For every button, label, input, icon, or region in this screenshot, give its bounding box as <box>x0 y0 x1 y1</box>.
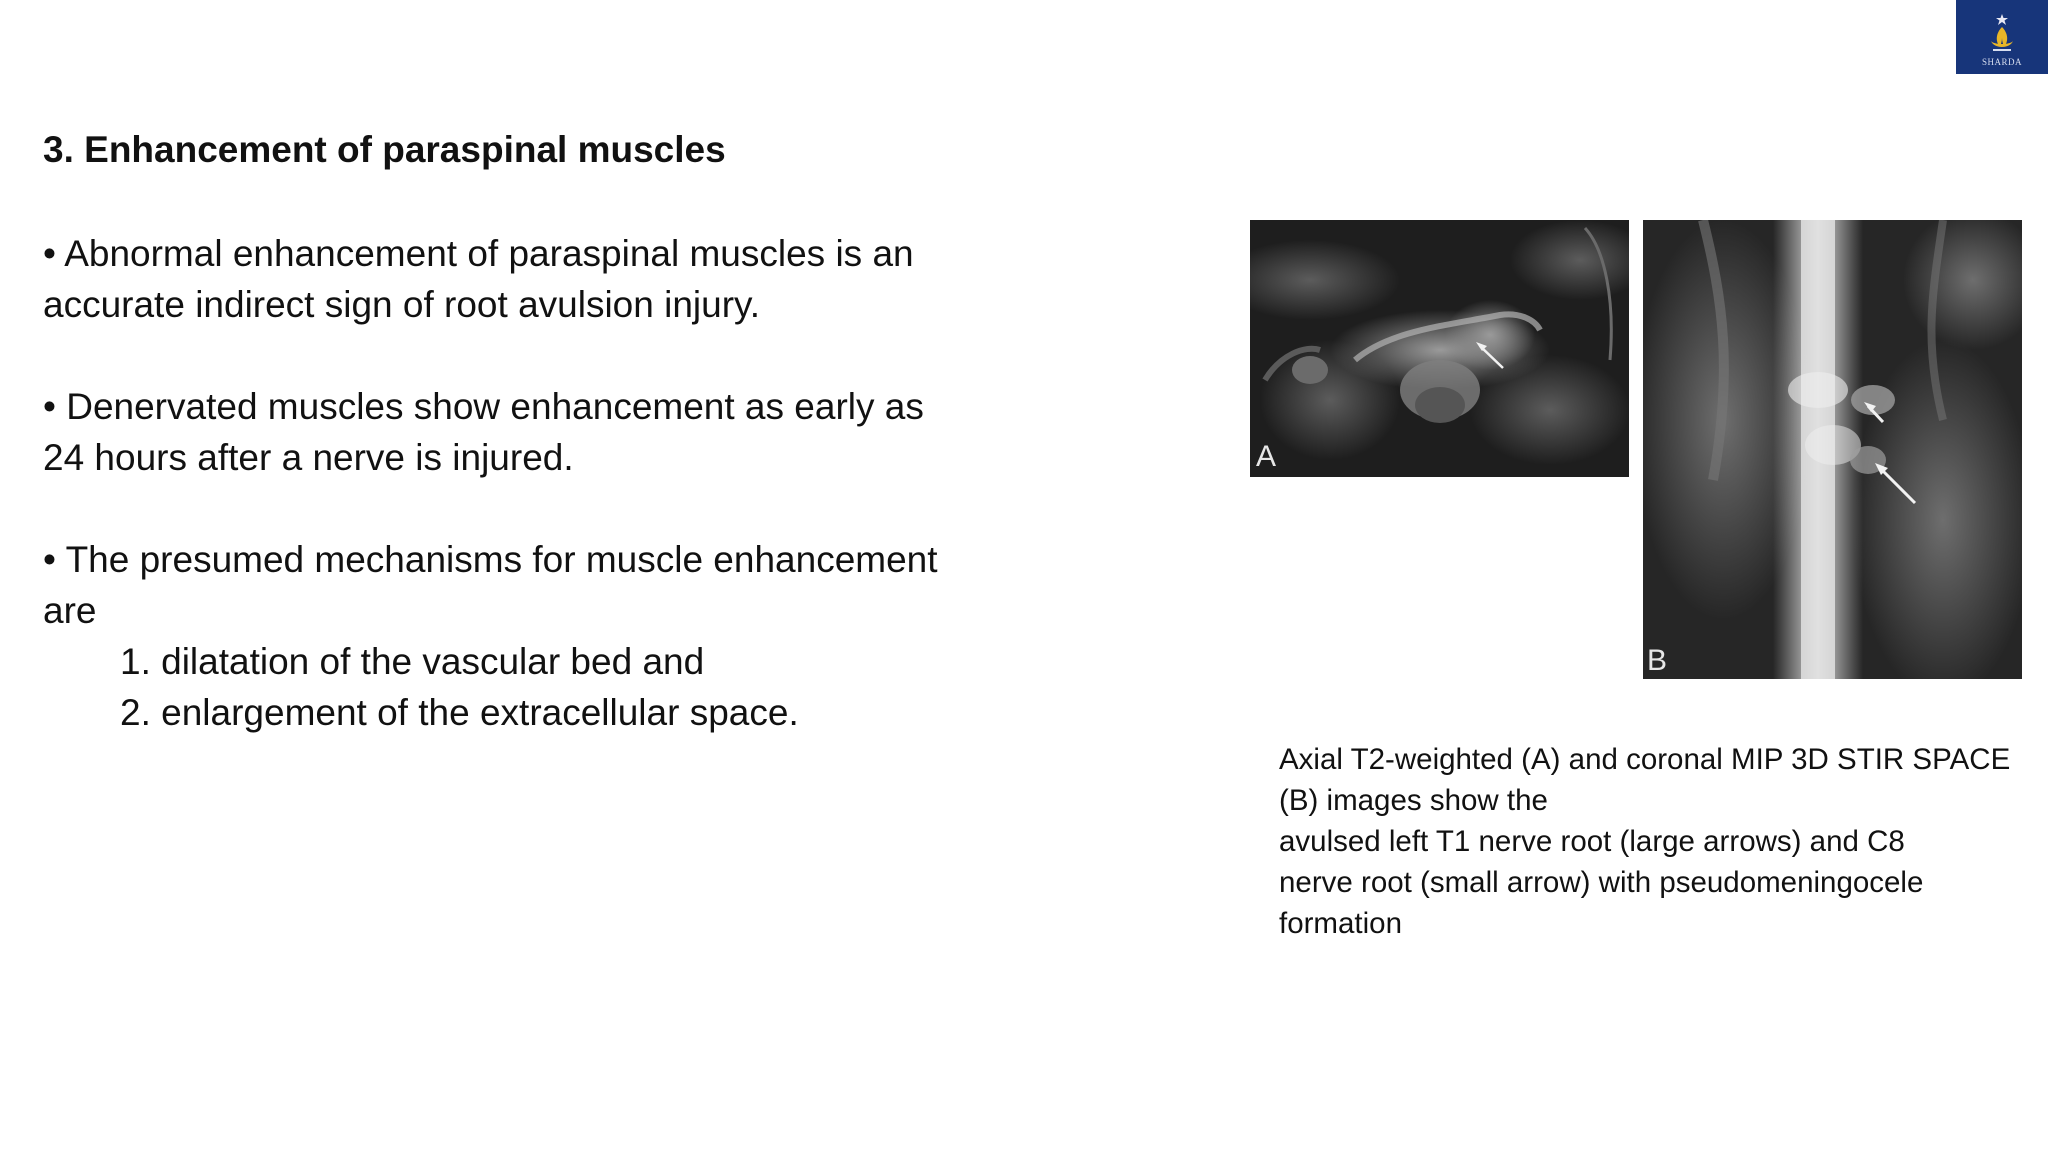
figure-caption <box>1279 739 2024 944</box>
bullet-list <box>43 228 943 738</box>
university-crest-icon <box>1982 11 2022 55</box>
university-logo-text: SHARDA <box>1981 57 2022 67</box>
bullet-item <box>43 228 943 330</box>
bullet-text: • Denervated muscles show enhancement as early as 24 hours after a nerve is injured. <box>43 386 924 478</box>
mri-coronal-image <box>1643 220 2022 679</box>
bullet-item <box>43 534 943 738</box>
mechanism-item: 1. dilatation of the vascular bed and <box>120 641 705 682</box>
caption-line: avulsed left T1 nerve root (large arrows) and C8 <box>1279 825 1905 858</box>
slide-title: 3. Enhancement of paraspinal muscles <box>43 129 726 170</box>
panel-b-label: B <box>1647 644 1668 677</box>
panel-a-label: A <box>1256 440 1277 473</box>
caption-line: Axial T2-weighted (A) and coronal MIP 3D STIR SPACE <box>1279 743 2011 776</box>
mri-axial-image <box>1250 220 1629 477</box>
caption-line: nerve root (small arrow) with pseudomeningocele <box>1279 866 1924 899</box>
mechanism-item: 2. enlargement of the extracellular space. <box>120 692 799 733</box>
caption-line: (B) images show the <box>1279 784 1548 817</box>
mechanism-list <box>43 636 943 738</box>
bullet-text: • The presumed mechanisms for muscle enhancement are <box>43 539 938 631</box>
university-logo <box>1956 0 2048 74</box>
bullet-item <box>43 381 943 483</box>
caption-line: formation <box>1279 907 1402 940</box>
bullet-text: • Abnormal enhancement of paraspinal muscles is an accurate indirect sign of root avulsion injury. <box>43 233 914 325</box>
